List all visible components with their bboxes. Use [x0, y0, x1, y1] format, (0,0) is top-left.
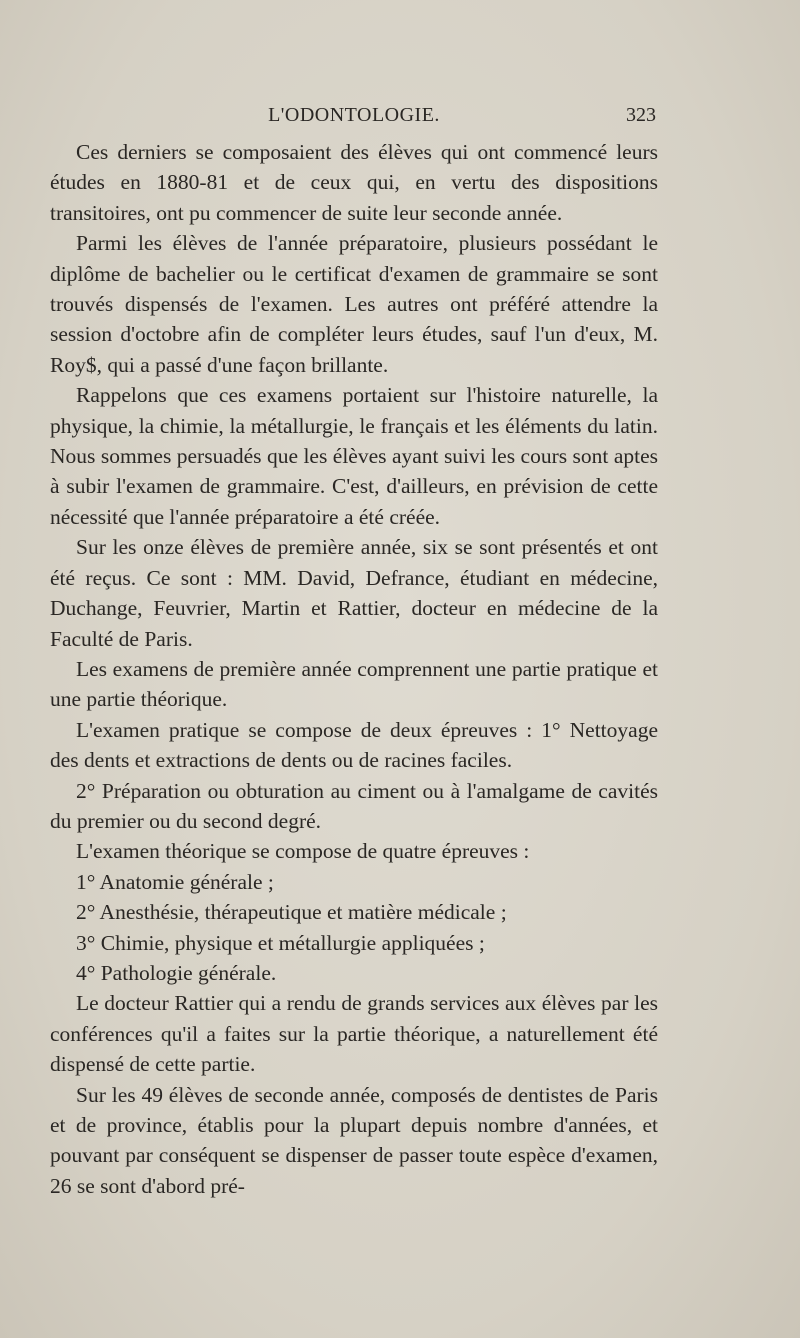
- running-title: L'ODONTOLOGIE.: [268, 104, 440, 126]
- paragraph: L'examen pratique se compose de deux épreuves : 1° Nettoyage des dents et extractions de dents ou de racines faciles.: [50, 717, 658, 773]
- paragraph: L'examen théorique se compose de quatre épreuves :: [76, 839, 530, 864]
- page-number: 323: [626, 104, 656, 126]
- page-header: [52, 104, 656, 132]
- body-text: [50, 137, 658, 1201]
- paragraph: Sur les 49 élèves de seconde année, composés de dentistes de Paris et de province, établis pour la plupart depuis nombre d'années, et pouvant par conséquent se dispenser de passer toute espèce d'examen, 26 se sont d'abord pré-: [50, 1082, 658, 1198]
- paragraph: Ces derniers se composaient des élèves qui ont commencé leurs études en 1880-81 et de ceux qui, en vertu des dispositions transitoires, ont pu commencer de suite leur seconde année.: [50, 140, 658, 225]
- paragraph: Les examens de première année comprennent une partie pratique et une partie théorique.: [50, 656, 658, 712]
- list-item: 1° Anatomie générale ;: [76, 869, 274, 894]
- list-item: 3° Chimie, physique et métallurgie appliquées ;: [76, 930, 485, 955]
- paragraph: Rappelons que ces examens portaient sur l'histoire naturelle, la physique, la chimie, la métallurgie, le français et les éléments du latin. Nous sommes persuadés que les élèves ayant suivi les cours sont aptes à subir l'examen de grammaire. C'est, d'ailleurs, en prévision de cette nécessité que l'année préparatoire a été créée.: [50, 383, 658, 529]
- paragraph: 2° Préparation ou obturation au ciment ou à l'amalgame de cavités du premier ou du second degré.: [50, 778, 658, 833]
- list-item: 4° Pathologie générale.: [76, 960, 277, 985]
- paragraph: Parmi les élèves de l'année préparatoire, plusieurs possédant le diplôme de bachelier ou le certificat d'examen de grammaire se sont trouvés dispensés de l'examen. Les autres ont préféré attendre la session d'octobre afin de compléter leurs études, sauf l'un d'eux, M. Roy$, qui a passé d'une façon brillante.: [50, 231, 658, 377]
- paragraph: Sur les onze élèves de première année, six se sont présentés et ont été reçus. Ce sont : MM. David, Defrance, étudiant en médecine, Duchange, Feuvrier, Martin et Rattier, docteur en médecine de la Faculté de Paris.: [50, 535, 658, 651]
- paragraph: Le docteur Rattier qui a rendu de grands services aux élèves par les conférences qu'il a faites sur la partie théorique, a naturellement été dispensé de cette partie.: [50, 991, 658, 1077]
- list-item: 2° Anesthésie, thérapeutique et matière médicale ;: [76, 900, 507, 925]
